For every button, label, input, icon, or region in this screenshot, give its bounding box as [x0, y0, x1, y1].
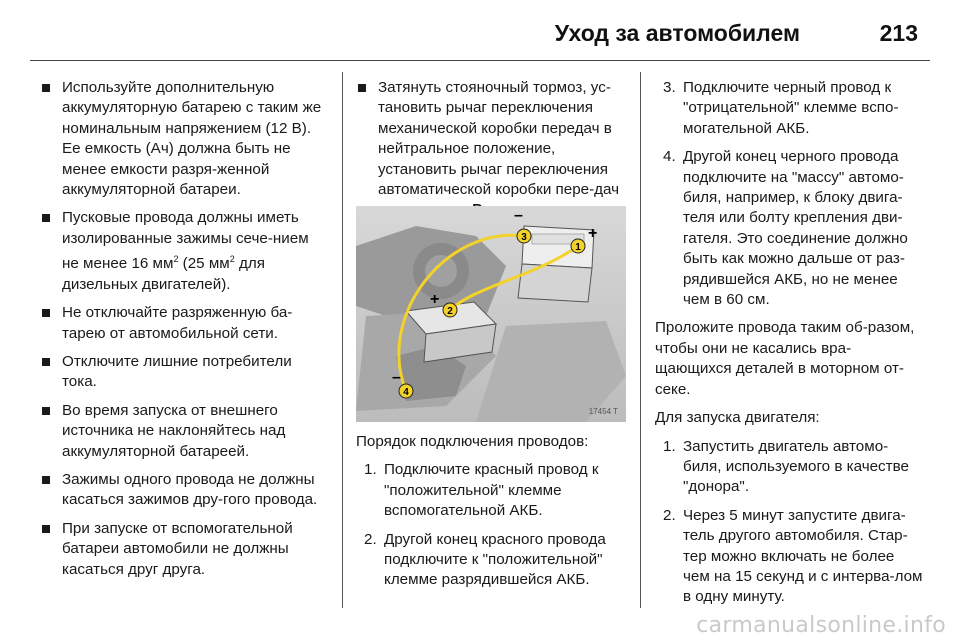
list-item: 3. Подключите черный провод к "отрицательной" клемме вспо-могательной АКБ. — [663, 79, 899, 137]
engine-bay-illustration — [356, 206, 626, 422]
connection-steps — [356, 460, 626, 590]
plus-symbol: + — [588, 225, 598, 242]
list-item: Используйте дополнительную аккумуляторную батарею с таким же номинальным напряжением (12 В). Ее емкость (Ач) должна быть не менее емкости разря-женной аккумуляторной батареи. — [40, 78, 328, 200]
start-engine-heading: Для запуска двигателя: — [655, 409, 820, 427]
list-item: Отключите лишние потребители тока. — [40, 352, 328, 393]
marker-1 — [571, 239, 585, 253]
list-item: При запуске от вспомогательной батареи автомобили не должны касаться друг друга. — [40, 519, 328, 580]
svg-text:2: 2 — [447, 306, 453, 317]
cable-routing-note: Проложите провода таким об-разом, чтобы они не касались вра-щающихся деталей в моторном от-секе. — [655, 319, 915, 398]
column-2-lower — [356, 432, 626, 599]
list-item: 1. Подключите красный провод к "положительной" клемме вспомогательной АКБ. — [364, 461, 599, 520]
list-item: 2. Через 5 минут запустите двига-тель другого автомобиля. Стар-тер можно включать не более чем на 15 секунд и с интерва-лом в одну минуту. — [663, 506, 923, 606]
minus-symbol: – — [514, 207, 523, 224]
list-item: Во время запуска от внешнего источника не наклоняйтесь над аккумуляторной батареей. — [40, 401, 328, 462]
connection-steps-continued — [655, 78, 923, 310]
list-item: Не отключайте разряженную ба-тарею от автомобильной сети. — [40, 303, 328, 344]
plus-symbol: + — [430, 291, 440, 308]
column-1 — [40, 78, 328, 588]
parking-brake-list — [356, 78, 626, 221]
column-divider-1 — [342, 72, 343, 608]
minus-symbol: – — [392, 369, 401, 386]
column-divider-2 — [640, 72, 641, 608]
svg-text:1: 1 — [575, 242, 581, 253]
header-rule — [30, 60, 930, 61]
bullet-text: Затянуть стояночный тормоз, ус-тановить рычаг переключения механической коробки передач в нейтральное положение, установить рычаг переключения автоматической коробки пере-дач — [378, 79, 620, 199]
precautions-list — [40, 78, 328, 580]
svg-text:3: 3 — [521, 232, 527, 243]
list-item: Пусковые провода должны иметь изолированные зажимы сече-нием не менее 16 $мм^2$ (25 $мм^2$ для дизельных двигателей). — [40, 208, 328, 295]
list-item: 4. Другой конец черного провода подключите на "массу" автомо-биля, например, к блоку двига-теля или болту крепления дви-гателя. Это соединение должно быть как можно дальше от раз-рядившейся АКБ, но не менее чем в 60 см. — [663, 148, 908, 309]
watermark: carmanualsonline.info — [696, 613, 946, 638]
svg-text:4: 4 — [403, 387, 409, 398]
start-steps — [655, 437, 923, 608]
marker-2 — [443, 303, 457, 317]
list-item — [356, 78, 626, 221]
marker-4 — [399, 384, 413, 398]
header-title: Уход за автомобилем — [554, 20, 800, 46]
list-item: 1. Запустить двигатель автомо-биля, используемого в качестве "донора". — [663, 437, 909, 496]
order-heading: Порядок подключения проводов: — [356, 433, 589, 450]
column-3 — [655, 78, 923, 616]
list-item: Зажимы одного провода не должны касаться зажимов дру-гого провода. — [40, 470, 328, 511]
marker-3 — [517, 229, 531, 243]
jump-start-diagram — [356, 206, 626, 422]
list-item: 2. Другой конец красного провода подключите к "положительной" клемме разрядившейся АКБ. — [364, 530, 606, 589]
page-number: 213 — [879, 20, 918, 46]
figure-code: 17454 T — [588, 407, 618, 416]
